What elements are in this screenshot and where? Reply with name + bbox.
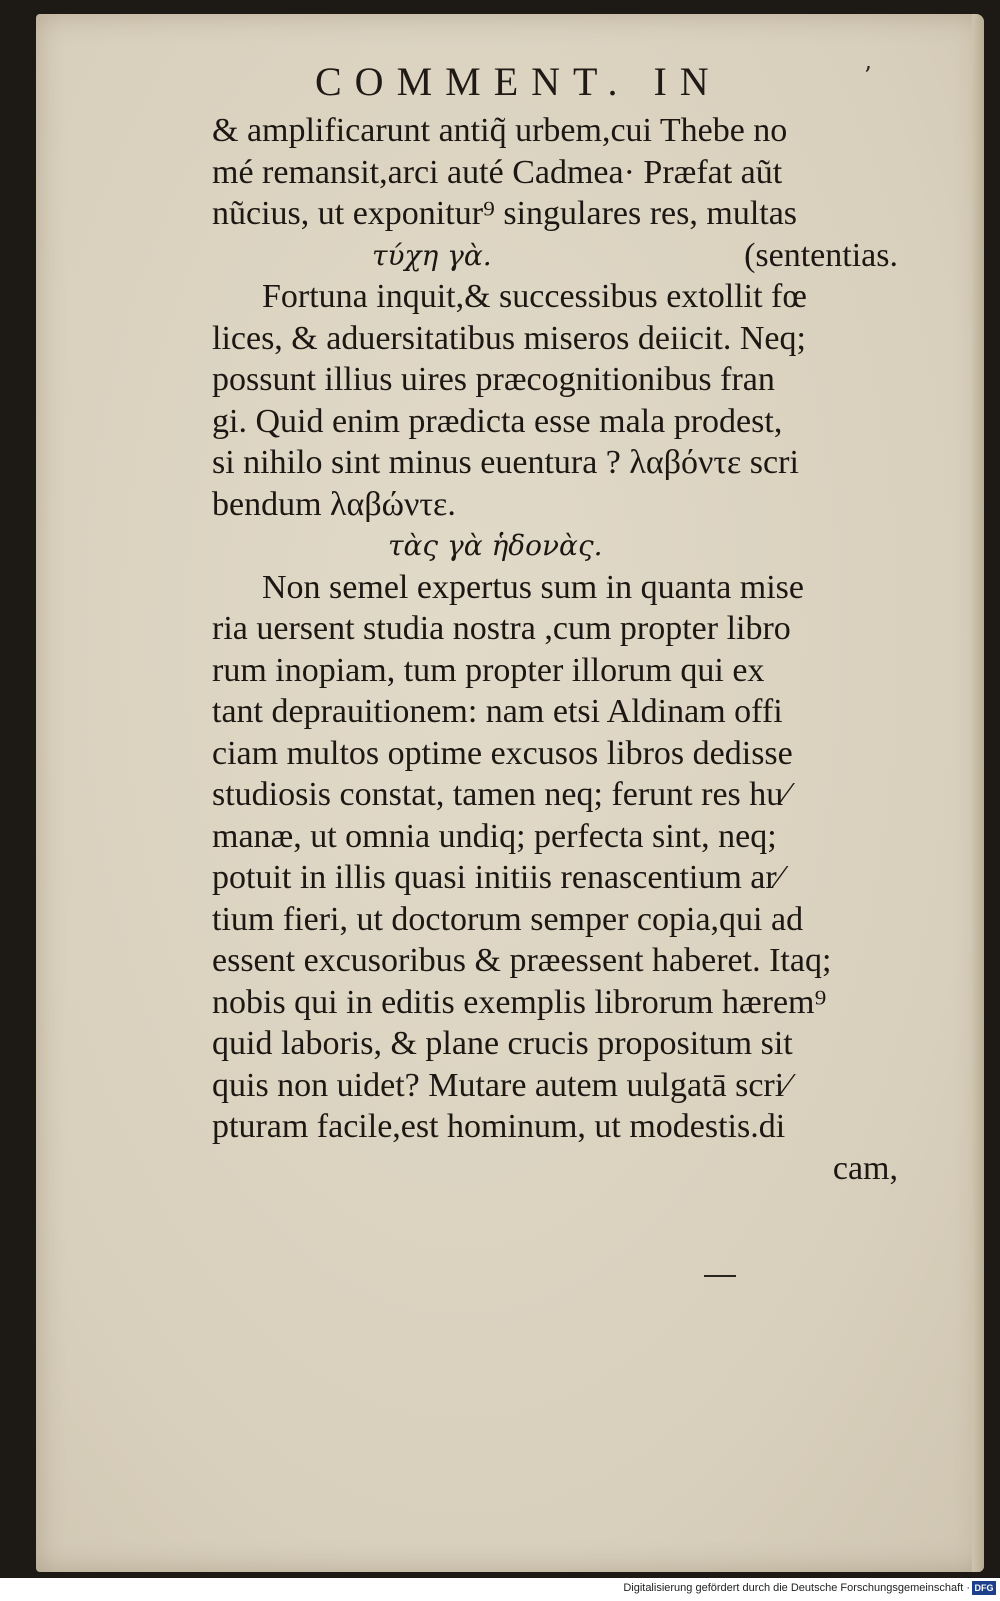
text-line: si nihilo sint minus euentura ? λαβόντε scri (212, 444, 799, 481)
text-line: nobis qui in editis exemplis librorum hærem⁹ (212, 983, 827, 1021)
dfg-logo: DFG (972, 1581, 996, 1595)
page-edge (972, 14, 984, 1572)
text-line: possunt illius uires præcognitionibus fran (212, 361, 775, 398)
text-line: studiosis constat, tamen neq; ferunt res hu⁄ (212, 776, 789, 813)
body-text (212, 110, 912, 1189)
text-line: Non semel expertus sum in quanta mise (262, 568, 805, 606)
line-end-text: (sententias. (744, 236, 898, 274)
catchword-dash (704, 1275, 736, 1277)
text-line: tium fieri, ut doctorum semper copia,qui ad (212, 900, 804, 938)
text-line: lices, & aduersitatibus miseros deiicit. Neq; (212, 319, 806, 357)
text-line: bendum λαβώντε. (212, 485, 456, 523)
text-line: tant deprauitionem: nam etsi Aldinam offi (212, 693, 783, 730)
text-line: mé remansit,arci auté Cadmea· Præfat aũt (212, 153, 783, 191)
text-line: nũcius, ut exponitur⁹ singulares res, multas (212, 195, 798, 232)
text-line: Fortuna inquit,& successibus extollit fœ (262, 278, 807, 315)
text-line: rum inopiam, tum propter illorum qui ex (212, 651, 765, 689)
corner-mark: ’ (864, 62, 872, 90)
text-line: gi. Quid enim prædicta esse mala prodest, (212, 402, 783, 440)
footer-bar (0, 1578, 1000, 1601)
greek-lemma: τύχη γὰ. (372, 238, 492, 272)
text-line: pturam facile,est hominum, ut modestis.di (212, 1108, 786, 1145)
text-line: essent excusoribus & præessent haberet. Itaq; (212, 942, 832, 979)
text-line: quis non uidet? Mutare autem uulgatā scri⁄ (212, 1066, 790, 1104)
text-line: ria uersent studia nostra ,cum propter libro (212, 610, 791, 647)
text-line: cam, (832, 1149, 898, 1187)
text-line: potuit in illis quasi initiis renascentium ar⁄ (212, 859, 783, 896)
text-line: τὰς γὰ ἡδονὰς. (388, 529, 603, 562)
funding-credit: Digitalisierung gefördert durch die Deutsche Forschungsgemeinschaft · (623, 1582, 970, 1594)
text-line: manæ, ut omnia undiq; perfecta sint, neq; (212, 817, 777, 855)
text-line: ciam multos optime excusos libros dedisse (212, 734, 793, 772)
text-line: & amplificarunt antiq̃ urbem,cui Thebe no (212, 112, 788, 149)
running-head: COMMENT. IN (315, 59, 722, 104)
text-line: quid laboris, & plane crucis propositum sit (212, 1025, 793, 1062)
text-line (212, 235, 898, 277)
